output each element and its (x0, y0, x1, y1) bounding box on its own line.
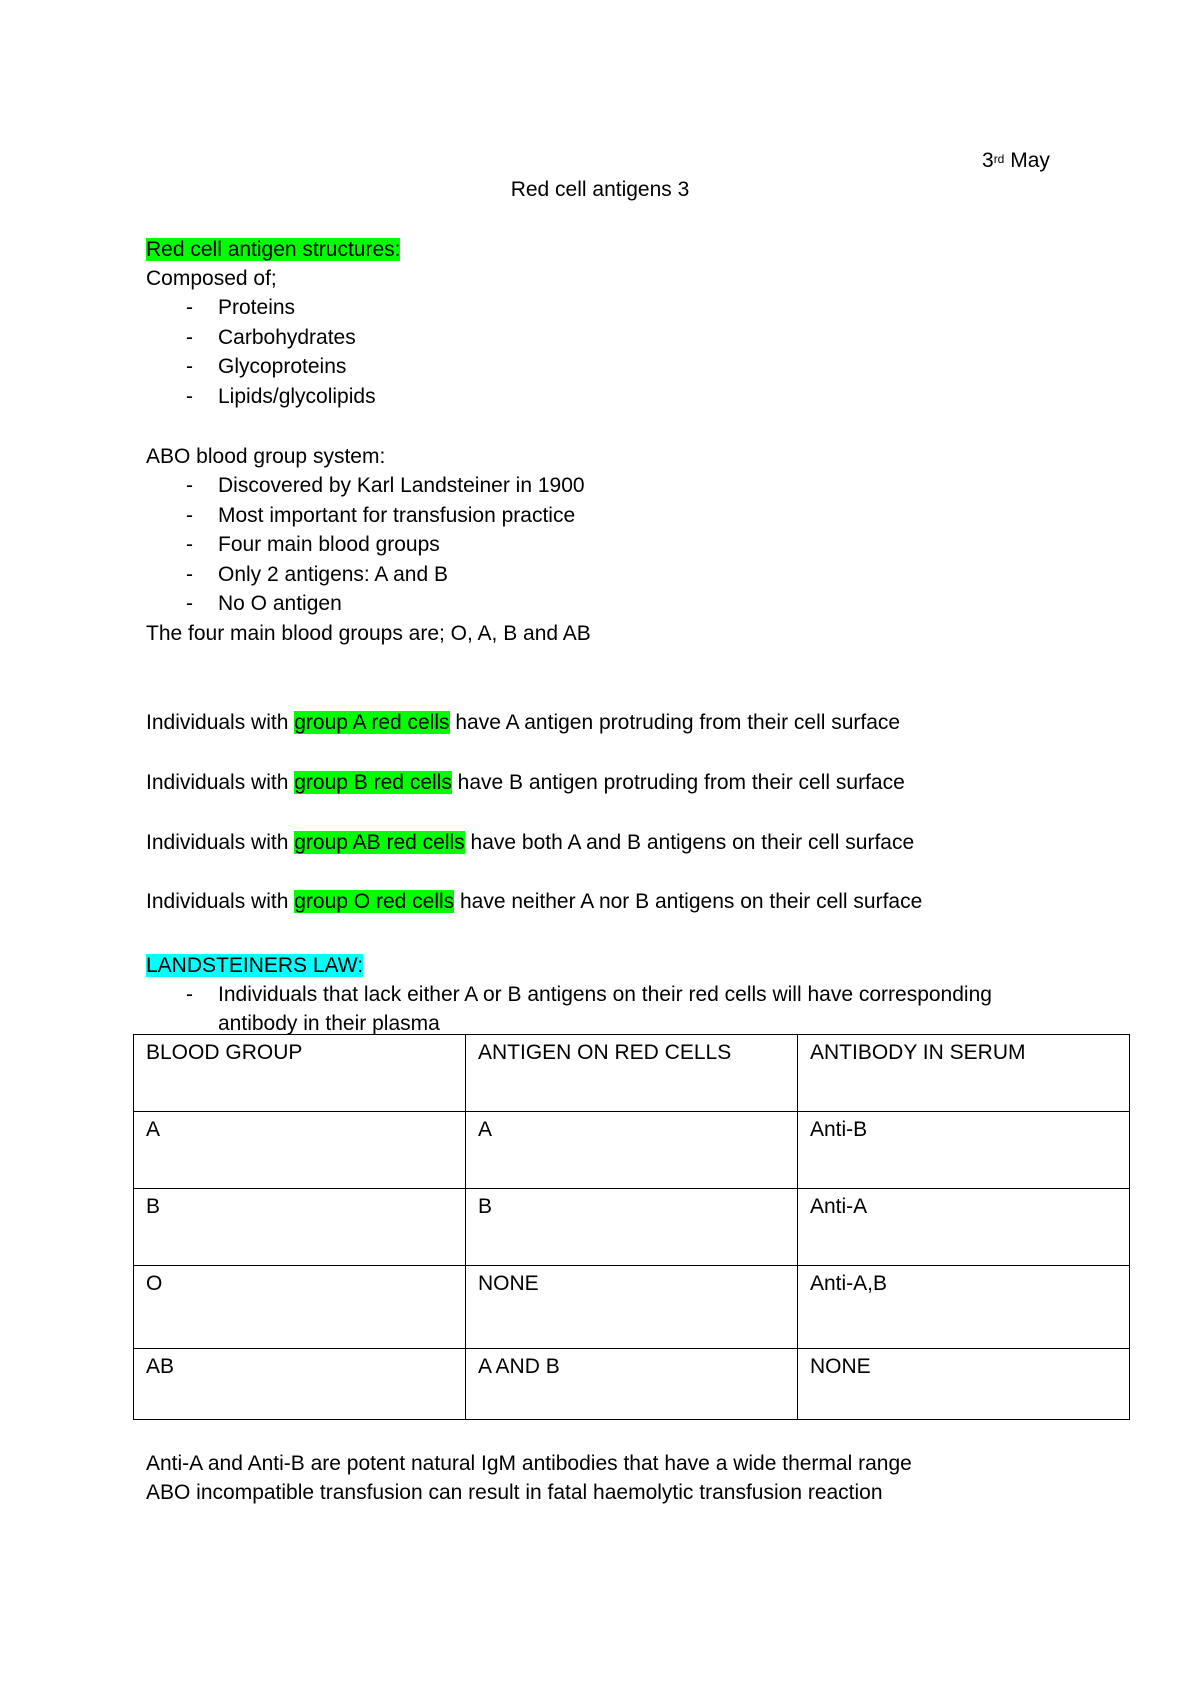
law-item-line1: Individuals that lack either A or B antigens on their red cells will have corresponding (218, 983, 992, 1006)
text-pre: Individuals with (146, 831, 295, 854)
abo-list (146, 472, 585, 620)
table-cell: Anti-B (798, 1112, 1130, 1189)
table-cell: A AND B (466, 1349, 798, 1420)
list-item: - Carbohydrates (146, 324, 376, 354)
footer-line2: ABO incompatible transfusion can result in fatal haemolytic transfusion reaction (146, 1481, 883, 1504)
table-cell: A (134, 1112, 466, 1189)
highlight-structures: Red cell antigen structures: (146, 238, 401, 261)
list-item: - Glycoproteins (146, 353, 376, 383)
table-row (134, 1112, 1130, 1189)
section-heading-law (146, 952, 363, 980)
highlight-group-a: group A red cells (294, 711, 450, 734)
list-item: - Most important for transfusion practice (146, 502, 585, 532)
text-post: have A antigen protruding from their cell surface (449, 711, 901, 734)
date-day: 3 (982, 149, 994, 172)
highlight-group-o: group O red cells (294, 890, 455, 913)
table-cell: B (134, 1189, 466, 1266)
list-item: - Discovered by Karl Landsteiner in 1900 (146, 472, 585, 502)
table-cell: B (466, 1189, 798, 1266)
highlight-group-ab: group AB red cells (294, 831, 465, 854)
page-title: Red cell antigens 3 (510, 178, 690, 201)
list-item: - Lipids/glycolipids (146, 383, 376, 413)
text-post: have neither A nor B antigens on their cell surface (454, 890, 923, 913)
list-item: - Only 2 antigens: A and B (146, 561, 585, 591)
highlight-law: LANDSTEINERS LAW: (146, 954, 364, 977)
table-cell: NONE (798, 1349, 1130, 1420)
date (982, 147, 1050, 175)
footer-line1: Anti-A and Anti-B are potent natural IgM antibodies that have a wide thermal range (146, 1452, 912, 1475)
text-pre: Individuals with (146, 771, 295, 794)
abo-table (133, 1034, 1130, 1420)
section-heading-structures (146, 236, 400, 264)
table-header-cell: BLOOD GROUP (134, 1035, 466, 1112)
text-post: have B antigen protruding from their cell surface (451, 771, 905, 794)
individuals-group-o (146, 888, 922, 916)
abo-summary: The four main blood groups are; O, A, B and AB (146, 622, 591, 645)
individuals-group-b (146, 769, 905, 797)
table-header-cell: ANTIBODY IN SERUM (798, 1035, 1130, 1112)
table-cell: Anti-A,B (798, 1266, 1130, 1349)
law-dash: - (186, 983, 193, 1006)
individuals-group-ab (146, 829, 914, 857)
date-suffix: rd (993, 152, 1005, 166)
list-item: - Four main blood groups (146, 531, 585, 561)
table-row (134, 1349, 1130, 1420)
list-item: - Proteins (146, 294, 376, 324)
composition-list (146, 294, 376, 412)
date-month: May (1010, 149, 1050, 172)
table-header-row (134, 1035, 1130, 1112)
composed-of-label: Composed of; (146, 267, 277, 290)
table-cell: NONE (466, 1266, 798, 1349)
text-post: have both A and B antigens on their cell surface (464, 831, 915, 854)
table-cell: AB (134, 1349, 466, 1420)
highlight-group-b: group B red cells (294, 771, 452, 794)
table-cell: A (466, 1112, 798, 1189)
law-item-line2: antibody in their plasma (218, 1012, 440, 1035)
list-item: - No O antigen (146, 590, 585, 620)
table-row (134, 1189, 1130, 1266)
individuals-group-a (146, 709, 900, 737)
table-header-cell: ANTIGEN ON RED CELLS (466, 1035, 798, 1112)
text-pre: Individuals with (146, 890, 295, 913)
section-heading-abo: ABO blood group system: (146, 445, 386, 468)
text-pre: Individuals with (146, 711, 295, 734)
table-cell: O (134, 1266, 466, 1349)
table-cell: Anti-A (798, 1189, 1130, 1266)
table-row (134, 1266, 1130, 1349)
